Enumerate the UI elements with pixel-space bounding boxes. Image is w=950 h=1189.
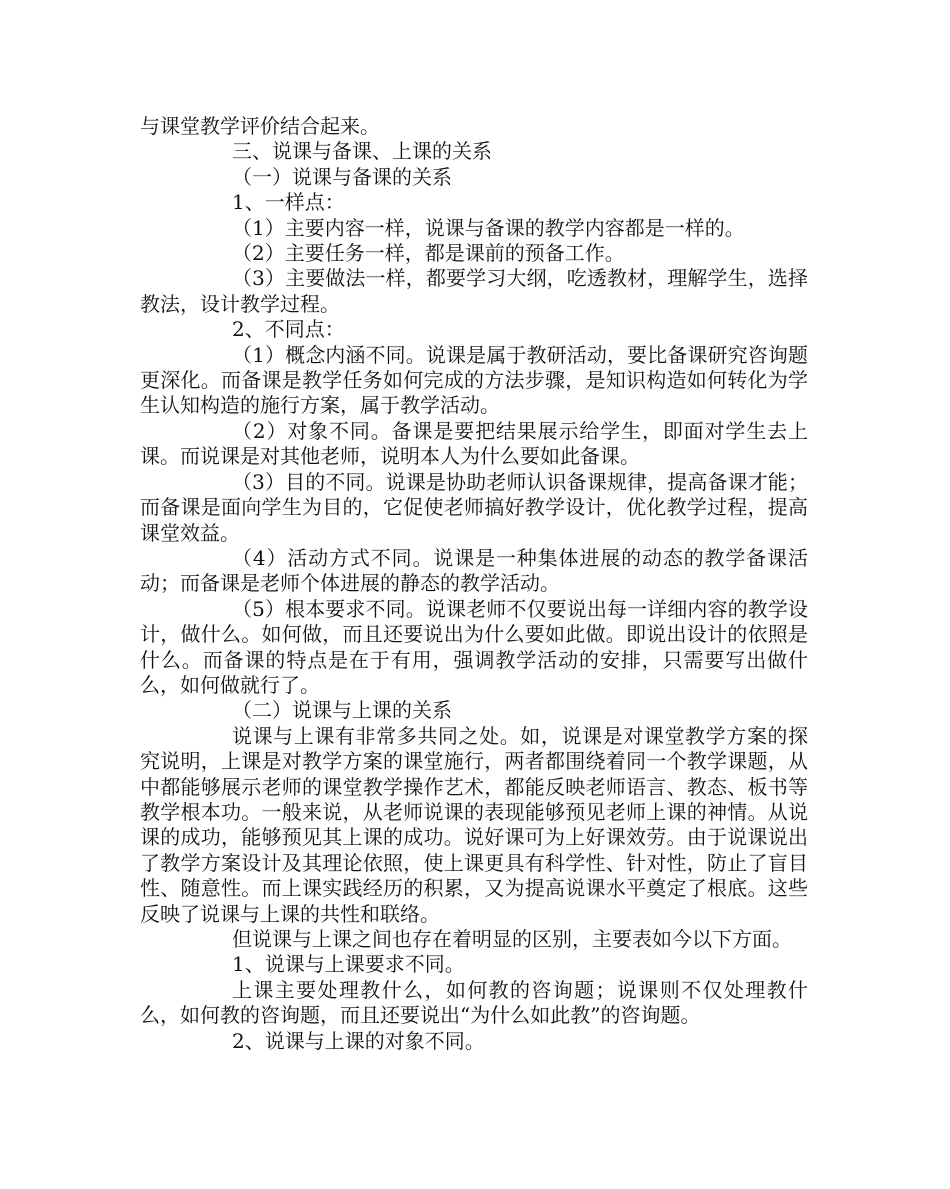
subsection-heading: 2、说课与上课的对象不同。 (232, 1028, 485, 1053)
paragraph: 说课与上课有非常多共同之处。如，说课是对课堂教学方案的探究说明，上课是对教学方案的课堂施行，两者都围绕着同一个教学课题，从中都能够展示老师的课堂教学操作艺术，都能反映老师语言、教态、板书等教学根本功。一般来说，从老师说课的表现能够预见老师上课的神情。从说课的成功，能够预见其上课的成功。说好课可为上好课效劳。由于说课说出了教学方案设计及其理论依照，使上课更具有科学性、针对性，防止了盲目性、随意性。而上课实践经历的积累，又为提高说课水平奠定了根底。这些反映了说课与上课的共性和联络。 (140, 723, 808, 926)
paragraph: 上课主要处理教什么，如何教的咨询题；说课则不仅处理教什么，如何教的咨询题，而且还要说出“为什么如此教”的咨询题。 (140, 977, 808, 1028)
subsection-heading: （一）说课与备课的关系 (232, 164, 452, 189)
paragraph: （1）主要内容一样，说课与备课的教学内容都是一样的。 (232, 215, 745, 240)
paragraph: （1）概念内涵不同。说课是属于教研活动，要比备课研究咨询题更深化。而备课是教学任务如何完成的方法步骤，是知识构造如何转化为学生认知构造的施行方案，属于教学活动。 (140, 342, 808, 418)
section-heading: 三、说课与备课、上课的关系 (232, 139, 492, 164)
paragraph: （2）主要任务一样，都是课前的预备工作。 (232, 241, 625, 266)
subsection-heading: 1、一样点： (232, 190, 345, 215)
paragraph: （4）活动方式不同。说课是一种集体进展的动态的教学备课活动；而备课是老师个体进展的静态的教学活动。 (140, 545, 808, 596)
paragraph: 但说课与上课之间也存在着明显的区别，主要表如今以下方面。 (232, 927, 792, 951)
document-body (140, 114, 808, 1054)
paragraph: （3）主要做法一样，都要学习大纲，吃透教材，理解学生，选择教法，设计教学过程。 (140, 266, 808, 316)
subsection-heading: 1、说课与上课要求不同。 (232, 952, 465, 977)
paragraph: （5）根本要求不同。说课老师不仅要说出每一详细内容的教学设计，做什么。如何做，而且还要说出为什么要如此做。即说出设计的依照是什么。而备课的特点是在于有用，强调教学活动的安排，只需要写出做什么，如何做就行了。 (140, 596, 808, 697)
subsection-heading: （二）说课与上课的关系 (232, 698, 452, 723)
paragraph: （2）对象不同。备课是要把结果展示给学生，即面对学生去上课。而说课是对其他老师，说明本人为什么要如此备课。 (140, 418, 808, 469)
subsection-heading: 2、不同点： (232, 317, 345, 342)
paragraph: （3）目的不同。说课是协助老师认识备课规律，提高备课才能；而备课是面向学生为目的，它促使老师搞好教学设计，优化教学过程，提高课堂效益。 (140, 469, 808, 545)
paragraph: 与课堂教学评价结合起来。 (140, 114, 380, 138)
